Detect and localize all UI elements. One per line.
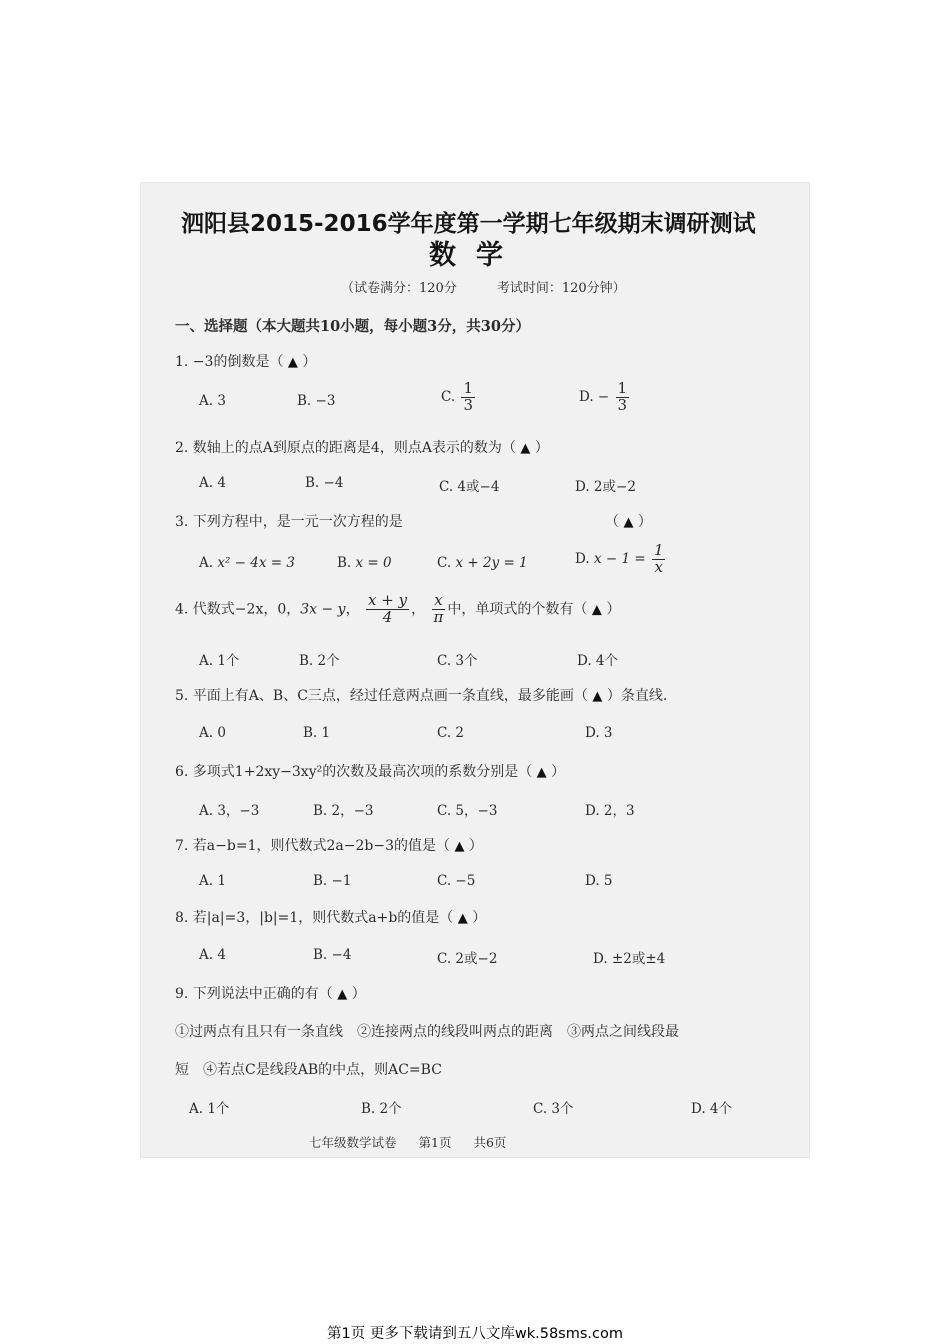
q9-statements-line1: ①过两点有且只有一条直线 ②连接两点的线段叫两点的距离 ③两点之间线段最	[175, 1024, 679, 1040]
q9-option-b: B. 2个	[361, 1101, 402, 1117]
q5-option-d: D. 3	[585, 725, 613, 741]
q5-option-a: A. 0	[199, 725, 226, 741]
question-1: 1. −3的倒数是（ ▲ ）	[175, 354, 317, 370]
fraction: $\frac{1}{3}$	[617, 379, 628, 414]
q2-option-d: D. 2或−2	[575, 479, 636, 495]
q1-option-d: D. − $\frac{1}{3}$	[579, 379, 628, 414]
q1-option-a: A. 3	[199, 393, 226, 409]
q7-option-c: C. −5	[437, 873, 476, 889]
answer-marker-icon: ▲	[591, 602, 602, 618]
q9-option-d: D. 4个	[691, 1101, 733, 1117]
q6-option-c: C. 5，−3	[437, 803, 498, 819]
q6-option-b: B. 2，−3	[313, 803, 374, 819]
q4-option-c: C. 3个	[437, 653, 478, 669]
q8-option-d: D. ±2或±4	[593, 951, 666, 967]
scanned-exam-page	[140, 182, 810, 1158]
q5-option-c: C. 2	[437, 725, 465, 741]
fraction: $\frac{1}{3}$	[463, 379, 473, 414]
question-3: 3. 下列方程中，是一元一次方程的是	[175, 514, 403, 530]
question-3-answer: （ ▲ ）	[605, 514, 652, 530]
answer-marker-icon: ▲	[536, 765, 547, 780]
question-4: 4. 代数式−2x，0，3x − y， $\frac{x + y}{4}$ ， $\frac{x}{\pi}$ 中，单项式的个数有（ ▲ ）	[175, 591, 621, 626]
q3-option-b: B. x = 0	[337, 555, 392, 571]
q9-option-a: A. 1个	[189, 1101, 230, 1117]
q3-option-a: A. x² − 4x = 3	[199, 555, 295, 571]
exam-time: 考试时间：120分钟）	[496, 281, 626, 296]
answer-marker-icon: ▲	[623, 515, 634, 530]
fraction: $\frac{x}{\pi}$	[433, 591, 444, 626]
q4-option-d: D. 4个	[577, 653, 619, 669]
fraction: $\frac{1}{x}$	[653, 541, 664, 576]
subject-title: 数学	[429, 240, 523, 271]
section-heading: 一、选择题（本大题共10小题，每小题3分，共30分）	[175, 318, 530, 335]
q2-option-b: B. −4	[305, 475, 344, 491]
question-5: 5. 平面上有A、B、C三点，经过任意两点画一条直线，最多能画（ ▲ ）条直线.	[175, 688, 668, 704]
question-2: 2. 数轴上的点A到原点的距离是4，则点A表示的数为（ ▲ ）	[175, 440, 549, 456]
q1-option-b: B. −3	[297, 393, 336, 409]
answer-marker-icon: ▲	[337, 987, 348, 1002]
answer-marker-icon: ▲	[520, 441, 531, 456]
q7-option-a: A. 1	[199, 873, 226, 889]
exam-footer: 七年级数学试卷 第1页 共6页	[309, 1135, 507, 1150]
question-9: 9. 下列说法中正确的有（ ▲ ）	[175, 986, 366, 1002]
question-8: 8. 若|a|=3，|b|=1，则代数式a+b的值是（ ▲ ）	[175, 910, 487, 926]
answer-marker-icon: ▲	[287, 355, 298, 370]
q7-option-d: D. 5	[585, 873, 613, 889]
q2-option-a: A. 4	[199, 475, 226, 491]
q3-option-c: C. x + 2y = 1	[437, 555, 528, 571]
q2-option-c: C. 4或−4	[439, 479, 500, 495]
q3-option-d: D. x − 1 = $\frac{1}{x}$	[575, 541, 664, 576]
question-7: 7. 若a−b=1，则代数式2a−2b−3的值是（ ▲ ）	[175, 838, 483, 854]
q8-option-b: B. −4	[313, 947, 352, 963]
answer-marker-icon: ▲	[454, 839, 465, 854]
fraction: $\frac{x + y}{4}$	[368, 591, 408, 626]
answer-marker-icon: ▲	[457, 911, 468, 926]
q9-statements-line2: 短 ④若点C是线段AB的中点，则AC=BC	[175, 1062, 442, 1078]
exam-info	[341, 277, 626, 296]
full-score: （试卷满分：120分	[341, 281, 457, 296]
q8-option-a: A. 4	[199, 947, 226, 963]
q4-option-a: A. 1个	[199, 653, 240, 669]
q1-option-c: C. $\frac{1}{3}$	[441, 379, 473, 414]
question-6: 6. 多项式1+2xy−3xy²的次数及最高次项的系数分别是（ ▲ ）	[175, 764, 566, 780]
q7-option-b: B. −1	[313, 873, 352, 889]
q6-option-a: A. 3，−3	[199, 803, 260, 819]
q8-option-c: C. 2或−2	[437, 951, 498, 967]
exam-title: 泗阳县2015-2016学年度第一学期七年级期末调研测试	[181, 211, 756, 237]
download-footer: 第1页 更多下载请到五八文库wk.58sms.com	[327, 1326, 623, 1342]
answer-marker-icon: ▲	[592, 689, 603, 704]
q9-option-c: C. 3个	[533, 1101, 574, 1117]
q4-option-b: B. 2个	[299, 653, 340, 669]
q6-option-d: D. 2，3	[585, 803, 635, 819]
q5-option-b: B. 1	[303, 725, 331, 741]
